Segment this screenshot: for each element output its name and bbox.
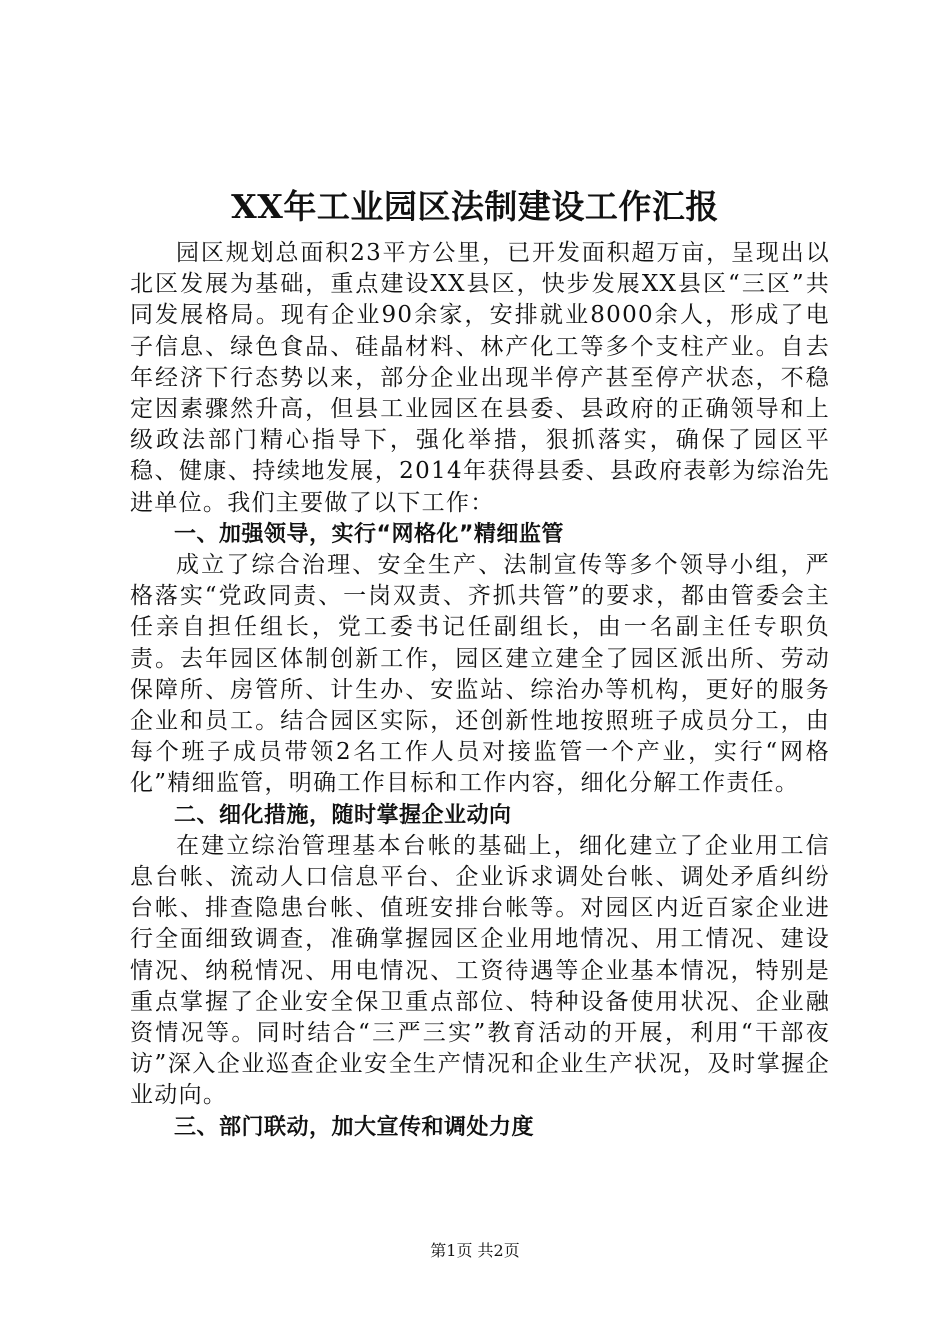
document-body (130, 238, 830, 1143)
intro-paragraph: 园区规划总面积23平方公里，已开发面积超万亩，呈现出以北区发展为基础，重点建设XX县区，快步发展XX县区“三区”共同发展格局。现有企业90余家，安排就业8000余人，形成了电子信息、绿色食品、硅晶材料、林产化工等多个支柱产业。自去年经济下行态势以来，部分企业出现半停产甚至停产状态，不稳定因素骤然升高，但县工业园区在县委、县政府的正确领导和上级政法部门精心指导下，强化举措，狠抓落实，确保了园区平稳、健康、持续地发展，2014年获得县委、县政府表彰为综治先进单位。我们主要做了以下工作： (130, 240, 830, 516)
section-heading-1: 一、加强领导，实行“网格化”精细监管 (174, 521, 564, 547)
section-body-2: 在建立综治管理基本台帐的基础上，细化建立了企业用工信息台帐、流动人口信息平台、企业诉求调处台帐、调处矛盾纠纷台帐、排查隐患台帐、值班安排台帐等。对园区内近百家企业进行全面细致调查，准确掌握园区企业用地情况、用工情况、建设情况、纳税情况、用电情况、工资待遇等企业基本情况，特别是重点掌握了企业安全保卫重点部位、特种设备使用状况、企业融资情况等。同时结合“三严三实”教育活动的开展，利用“干部夜访”深入企业巡查企业安全生产情况和企业生产状况，及时掌握企业动向。 (130, 832, 830, 1109)
section-heading-3: 三、部门联动，加大宣传和调处力度 (174, 1114, 535, 1140)
document-title: XX年工业园区法制建设工作汇报 (231, 187, 719, 226)
section-heading-2: 二、细化措施，随时掌握企业动向 (174, 802, 512, 828)
page-footer: 第1页 共2页 (430, 1241, 520, 1260)
section-body-1: 成立了综合治理、安全生产、法制宣传等多个领导小组，严格落实“党政同责、一岗双责、齐抓共管”的要求，都由管委会主任亲自担任组长，党工委书记任副组长，由一名副主任专职负责。去年园区体制创新工作，园区建立建全了园区派出所、劳动保障所、房管所、计生办、安监站、综治办等机构，更好的服务企业和员工。结合园区实际，还创新性地按照班子成员分工，由每个班子成员带领2名工作人员对接监管一个产业，实行“网格化”精细监管，明确工作目标和工作内容，细化分解工作责任。 (130, 552, 830, 797)
